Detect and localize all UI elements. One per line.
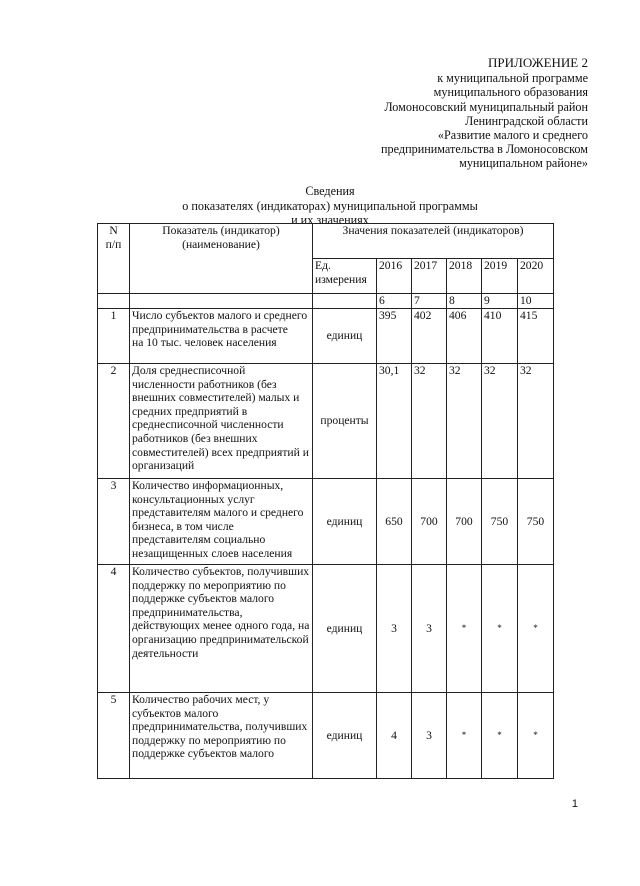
header-year: 2019	[482, 259, 518, 294]
appendix-title: ПРИЛОЖЕНИЕ 2	[488, 55, 588, 70]
value-cell: *	[447, 565, 482, 693]
value-cell: 415	[518, 309, 554, 364]
appendix-line: Ломоносовский муниципальный район	[384, 99, 588, 114]
header-values: Значения показателей (индикаторов)	[313, 224, 554, 259]
value-cell: *	[482, 565, 518, 693]
index-cell: 7	[412, 294, 447, 309]
value-cell: *	[518, 565, 554, 693]
indicator-name: Количество рабочих мест, у субъектов малого предпринимательства, получивших поддержку по мероприятию по поддержке субъектов малого	[130, 693, 313, 779]
value-cell: 32	[482, 364, 518, 479]
index-cell: 8	[447, 294, 482, 309]
appendix-line: предпринимательства в Ломоносовском	[381, 142, 588, 157]
appendix-line: к муниципальной программе	[437, 71, 588, 86]
value-cell: 3	[412, 693, 447, 779]
value-cell: 32	[412, 364, 447, 479]
heading-subtitle: о показателях (индикаторах) муниципальной программы	[182, 198, 478, 213]
value-cell: 3	[412, 565, 447, 693]
table-header-row	[98, 224, 554, 259]
table-index-row	[98, 294, 554, 309]
index-cell: 6	[377, 294, 412, 309]
value-cell: *	[518, 693, 554, 779]
value-cell: 402	[412, 309, 447, 364]
row-number: 4	[98, 565, 130, 693]
value-cell: 30,1	[377, 364, 412, 479]
value-cell: 750	[482, 479, 518, 565]
value-cell: 3	[377, 565, 412, 693]
header-indicator: Показатель (индикатор) (наименование)	[130, 224, 313, 294]
table-row	[98, 364, 554, 479]
unit-cell: проценты	[313, 364, 377, 479]
value-cell: *	[447, 693, 482, 779]
header-year: 2017	[412, 259, 447, 294]
indicators-table	[97, 223, 554, 779]
index-cell-empty	[98, 294, 130, 309]
heading-title: Сведения	[305, 184, 355, 198]
table-row	[98, 693, 554, 779]
header-num: N п/п	[98, 224, 130, 294]
row-number: 3	[98, 479, 130, 565]
value-cell: 4	[377, 693, 412, 779]
header-unit: Ед. измерения	[313, 259, 377, 294]
indicator-name: Доля среднесписочной численности работников (без внешних совместителей) малых и средних предприятий в среднесписочной численности работников (без внешних совместителей) всех предприятий и организаций	[130, 364, 313, 479]
table-row	[98, 309, 554, 364]
row-number: 5	[98, 693, 130, 779]
value-cell: *	[482, 693, 518, 779]
indicator-name: Количество субъектов, получивших поддержку по мероприятию по поддержке субъектов малого предпринимательства, действующих менее одного года, на организацию предпринимательской деятельности	[130, 565, 313, 693]
indicator-name: Количество информационных, консультационных услуг представителям малого и среднего бизнеса, в том числе представителям социально незащищенных слоев населения	[130, 479, 313, 565]
value-cell: 406	[447, 309, 482, 364]
value-cell: 700	[412, 479, 447, 565]
row-number: 2	[98, 364, 130, 479]
header-year: 2020	[518, 259, 554, 294]
unit-cell: единиц	[313, 565, 377, 693]
value-cell: 750	[518, 479, 554, 565]
appendix-line: Ленинградской области	[465, 113, 588, 128]
heading-subtitle-2: и их значениях	[291, 213, 369, 228]
value-cell: 395	[377, 309, 412, 364]
appendix-line: «Развитие малого и среднего	[437, 128, 588, 143]
row-number: 1	[98, 309, 130, 364]
index-cell: 10	[518, 294, 554, 309]
indicator-name: Число субъектов малого и среднего предпринимательства в расчете на 10 тыс. человек населения	[130, 309, 313, 364]
unit-cell: единиц	[313, 479, 377, 565]
value-cell: 32	[447, 364, 482, 479]
index-cell-empty	[130, 294, 313, 309]
value-cell: 700	[447, 479, 482, 565]
unit-cell: единиц	[313, 693, 377, 779]
table-row	[98, 479, 554, 565]
appendix-block	[288, 56, 588, 171]
index-cell: 9	[482, 294, 518, 309]
value-cell: 32	[518, 364, 554, 479]
appendix-line: муниципальном районе»	[459, 156, 588, 171]
page-number: 1	[571, 798, 578, 810]
value-cell: 410	[482, 309, 518, 364]
table-row	[98, 565, 554, 693]
index-cell-empty	[313, 294, 377, 309]
document-heading	[120, 184, 540, 228]
appendix-line: муниципального образования	[433, 85, 588, 100]
header-year: 2018	[447, 259, 482, 294]
unit-cell: единиц	[313, 309, 377, 364]
value-cell: 650	[377, 479, 412, 565]
header-year: 2016	[377, 259, 412, 294]
